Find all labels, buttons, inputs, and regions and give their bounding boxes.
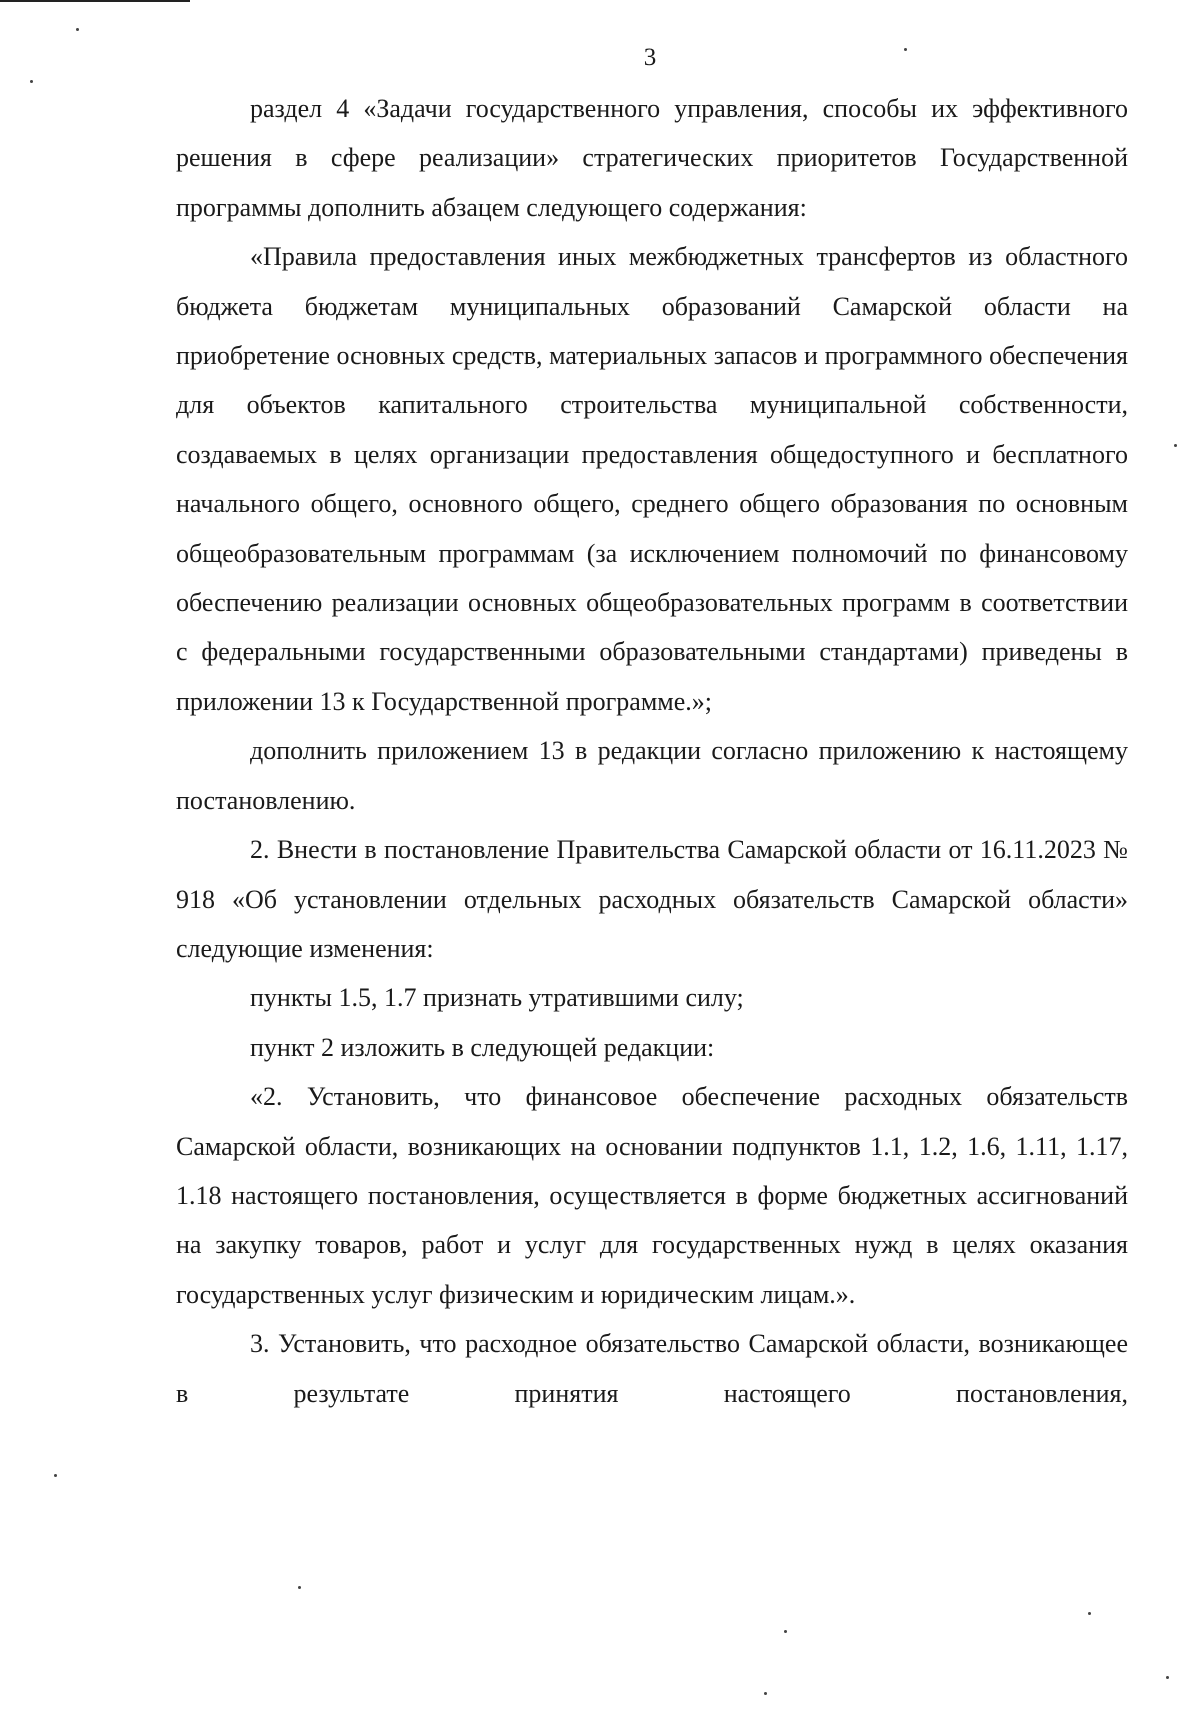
top-rule: [0, 0, 190, 2]
scan-speck: [784, 1630, 787, 1633]
paragraph: пункты 1.5, 1.7 признать утратившими силу;: [250, 983, 744, 1013]
page-number: 3: [643, 44, 657, 71]
paragraph: пункт 2 изложить в следующей редакции:: [250, 1032, 715, 1062]
scan-speck: [1088, 1612, 1091, 1615]
scan-speck: [1174, 444, 1177, 447]
paragraph: раздел 4 «Задачи государственного управления, способы их эффективного решения в сфере реализации» стратегических приоритетов Государственной программы дополнить абзацем следующего содержания:: [176, 94, 1128, 222]
paragraph: «2. Установить, что финансовое обеспечение расходных обязательств Самарской области, возникающих на основании подпунктов 1.1, 1.2, 1.6, 1.11, 1.17, 1.18 настоящего постановления, осуществляется в форме бюджетных ассигнований на закупку товаров, работ и услуг для государственных нужд в целях оказания государственных услуг физическим и юридическим лицам.».: [176, 1082, 1128, 1309]
scan-speck: [54, 1474, 57, 1477]
scan-speck: [30, 80, 33, 83]
paragraph: 3. Установить, что расходное обязательство Самарской области, возникающее в результате принятия настоящего постановления,: [176, 1329, 1128, 1408]
paragraph: дополнить приложением 13 в редакции согласно приложению к настоящему постановлению.: [176, 736, 1128, 815]
scan-speck: [298, 1586, 301, 1589]
scan-speck: [764, 1692, 767, 1695]
document-body: [176, 84, 1128, 1418]
scan-speck: [904, 48, 907, 51]
scan-speck: [76, 28, 79, 31]
paragraph: 2. Внести в постановление Правительства Самарской области от 16.11.2023 № 918 «Об установлении отдельных расходных обязательств Самарской области» следующие изменения:: [176, 835, 1128, 963]
paragraph: «Правила предоставления иных межбюджетных трансфертов из областного бюджета бюджетам муниципальных образований Самарской области на приобретение основных средств, материальных запасов и программного обеспечения для объектов капитального строительства муниципальной собственности, создаваемых в целях организации предоставления общедоступного и бесплатного начального общего, основного общего, среднего общего образования по основным общеобразовательным программам (за исключением полномочий по финансовому обеспечению реализации основных общеобразовательных программ в соответствии с федеральными государственными образовательными стандартами) приведены в приложении 13 к Государственной программе.»;: [176, 242, 1128, 716]
scan-speck: [1166, 1676, 1169, 1679]
